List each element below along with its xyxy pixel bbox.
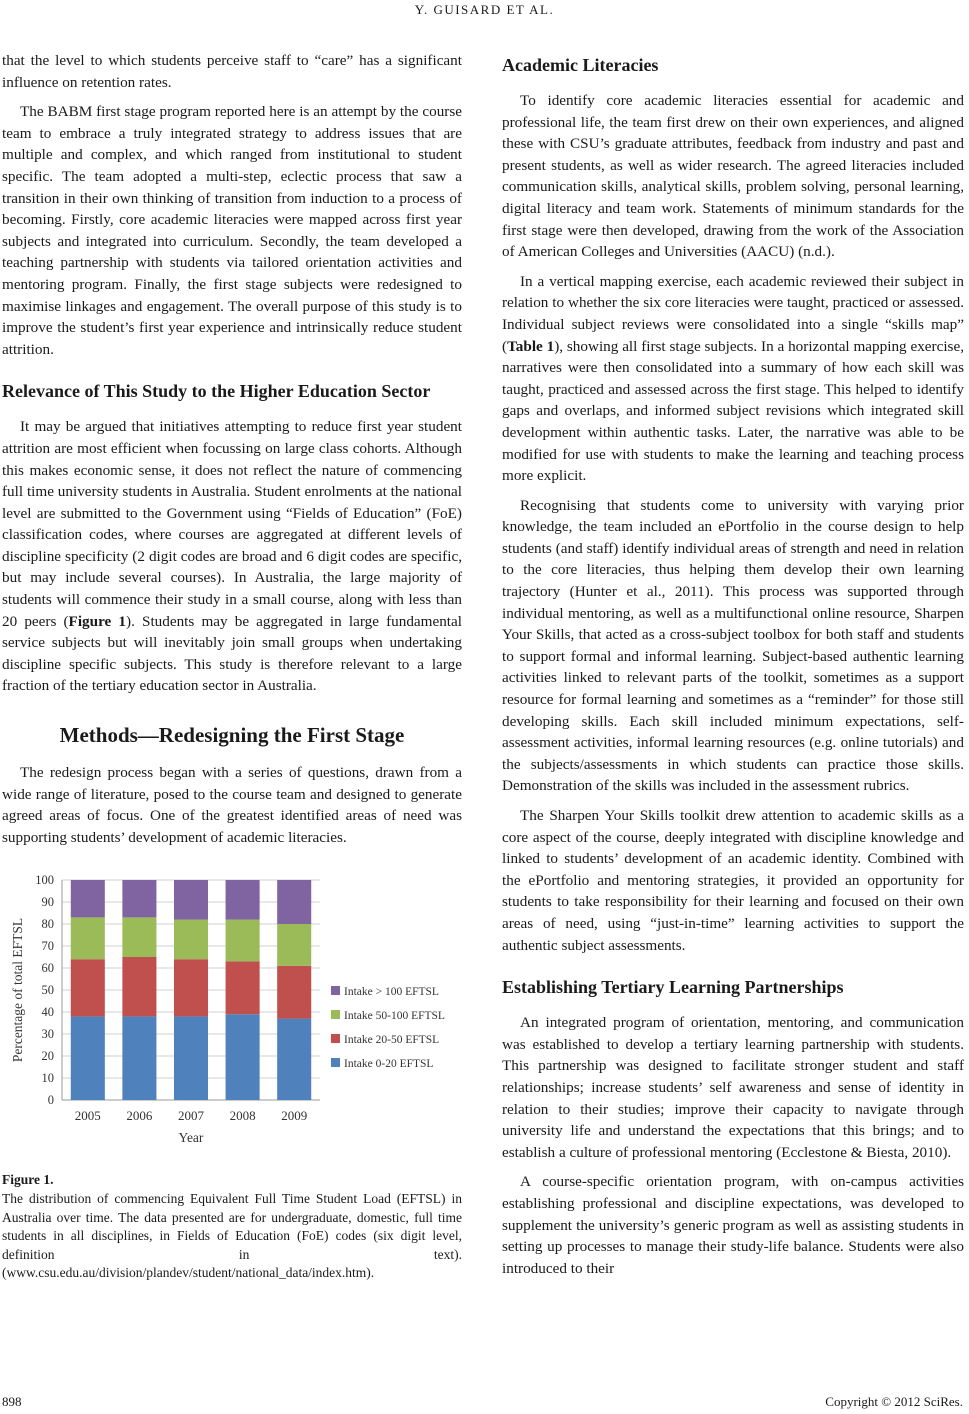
paragraph: The Sharpen Your Skills toolkit drew attention to academic skills as a core aspect of the course, deeply integrated with discipline knowledge and linked to students’ development of an academic identity. Combined with the ePortfolio and mentoring strategies, it provided an opportunity for students to take responsibility for their learning and focused on their own areas of need, using “just-in-time” learning activities to support the authentic subject assessments. [502, 807, 964, 954]
x-axis-label: Year [178, 1130, 204, 1146]
legend-swatch [331, 1058, 340, 1067]
bar-segment [122, 918, 156, 958]
y-tick-label: 90 [41, 895, 54, 910]
table-reference[interactable]: Table 1 [507, 337, 555, 355]
figure-caption: The distribution of commencing Equivalent Full Time Student Load (EFTSL) in Australia over time. The data presented are for undergraduate, domestic, full time students in all disciplines, in Fields of Education (FoE) codes (six digit level, definition in text). (www.csu.edu.au/division/plandev/student/national_data/index.htm). [2, 1191, 462, 1281]
y-tick-label: 50 [41, 983, 54, 998]
y-tick-label: 80 [41, 917, 54, 932]
y-axis-label: Percentage of total EFTSL [10, 918, 25, 1063]
y-tick-label: 30 [41, 1027, 54, 1042]
stacked-bar-chart [2, 868, 462, 1158]
figure-reference[interactable]: Figure 1 [68, 612, 127, 630]
paragraph: To identify core academic literacies essential for academic and professional life, the team first drew on their own experiences, and aligned these with CSU’s graduate attributes, feedback from industry and past and present students, as well as wider research. The agreed literacies included communication skills, analytical skills, problem solving, personal learning, digital literacy and team work. Statements of minimum standards for the first stage were then developed, drawing from the work of the Association of American Colleges and Universities (AACU) (n.d.). [502, 92, 964, 261]
paragraph: Recognising that students come to university with varying prior knowledge, the team included an ePortfolio in the course design to help students (and staff) identify individual areas of strength and need in relation to the core literacies, thus helping them develop their own learning trajectory (Hunter et al., 2011). This process was supported through individual mentoring, as well as a multifunctional online resource, Sharpen Your Skills, that acted as a cross-subject toolbox for both staff and students to support formal and informal learning. Subject-based authentic learning activities linked to relevant parts of the toolkit, sometimes as a support resource for formal learning and sometimes as a “reminder” for those still developing skills. Each skill included minimum expectations, self-assessment activities, informal learning resources (e.g. online tutorials) and the subjects/assessments in which students can practice those skills. Demonstration of the skills was included in the assessment rubrics. [502, 496, 964, 795]
legend-label: Intake > 100 EFTSL [344, 986, 439, 999]
bar-segment [226, 962, 260, 1015]
x-tick-label: 2009 [281, 1108, 308, 1124]
legend-swatch [331, 1034, 340, 1043]
running-head: Y. GUISARD ET AL. [414, 2, 555, 17]
left-column [2, 50, 462, 1283]
bar-segment [226, 1015, 260, 1101]
bar-segment [71, 960, 105, 1017]
bar-segment [71, 1017, 105, 1101]
bar-segment [277, 880, 311, 924]
bar-segment [277, 966, 311, 1019]
paragraph: The BABM first stage program reported here is an attempt by the course team to embrace a truly integrated strategy to address issues that are multiple and complex, and which ranged from institutional to student specific. The team adopted a multi-step, eclectic process that saw a transition in their own thinking of transition from induction to a process of becoming. Firstly, core academic literacies were mapped across first year subjects and integrated into curriculum. Secondly, the team developed a teaching partnership with students via tailored orientation activities and mentoring program. Finally, the first stage subjects were redesigned to maximise linkages and engagement. The overall purpose of this study is to improve the student’s first year experience and intrinsically reduce student attrition. [2, 103, 462, 358]
paragraph-text: ), showing all first stage subjects. In a horizontal mapping exercise, narratives were then consolidated into a summary of how each skill was taught, practiced and assessed across the first stage. This helped to identify gaps and overlaps, and informed subject revisions which integrated skill development within authentic tasks. Later, the narrative was able to be modified for use with students to make the learning and teaching process more explicit. [502, 337, 964, 485]
section-heading-relevance: Relevance of This Study to the Higher Education Sector [2, 381, 431, 402]
x-tick-label: 2007 [178, 1108, 204, 1124]
paragraph: An integrated program of orientation, mentoring, and communication was established to develop a tertiary learning partnership with students. This partnership was designed to facilitate stronger student and staff relationships; increase students’ self awareness and sense of identity in relation to their studies; improve their capacity to navigate through university life and understand the expectations that this brings; and to establish a culture of professional mentoring (Ecclestone & Biesta, 2010). [502, 1014, 964, 1161]
paragraph-text: In a vertical mapping exercise, each academic reviewed their subject in relation to whether the six core literacies were taught, practiced or assessed. Individual subject reviews were consolidated into a single “skills map” ( [502, 272, 964, 355]
paragraph-text: It may be argued that initiatives attempting to reduce first year student attrition are most efficient when focussing on large class cohorts. Although this makes economic sense, it does not reflect the nature of commencing full time university students in Australia. Student enrolments at the national level are submitted to the Government using “Fields of Education” (FoE) classification codes, where courses are aggregated at different levels of discipline specificity (2 digit codes are broad and 6 digit codes are specific, but may include several courses). In Australia, the large majority of students will commence their study in a small course, along with less than 20 peers ( [2, 418, 462, 630]
bar-segment [174, 880, 208, 920]
bar-segment [71, 880, 105, 917]
x-tick-label: 2005 [74, 1108, 101, 1124]
legend-swatch [331, 1010, 340, 1019]
legend-swatch [331, 986, 340, 995]
figure-1-chart [2, 868, 462, 1158]
legend-label: Intake 0-20 EFTSL [344, 1058, 434, 1071]
page-number: 898 [2, 1394, 22, 1409]
bar-segment [71, 918, 105, 960]
y-tick-label: 100 [35, 873, 54, 888]
x-tick-label: 2008 [229, 1108, 256, 1124]
y-tick-label: 60 [41, 961, 54, 976]
bar-segment [226, 880, 260, 920]
bar-segment [122, 957, 156, 1016]
section-heading-methods: Methods—Redesigning the First Stage [59, 723, 405, 748]
bar-segment [277, 1019, 311, 1100]
y-tick-label: 40 [41, 1005, 54, 1020]
paragraph [2, 416, 462, 697]
bar-segment [277, 924, 311, 966]
copyright-notice: Copyright © 2012 SciRes. [825, 1394, 963, 1409]
paragraph [502, 271, 964, 487]
bar-segment [174, 920, 208, 960]
legend-label: Intake 20-50 EFTSL [344, 1034, 440, 1047]
paragraph: that the level to which students perceive staff to “care” has a significant influence on retention rates. [2, 52, 462, 91]
section-heading-literacies: Academic Literacies [502, 55, 659, 75]
bar-segment [174, 1017, 208, 1101]
bar-segment [174, 960, 208, 1017]
paragraph-text: ). Students may be aggregated in large fundamental service subjects but will inevitably join small groups when undertaking discipline specific subjects. This study is therefore relevant to a large fraction of the tertiary education sector in Australia. [2, 612, 462, 695]
x-tick-label: 2006 [126, 1108, 153, 1124]
figure-label: Figure 1. [2, 1172, 54, 1188]
legend-label: Intake 50-100 EFTSL [344, 1010, 445, 1023]
bar-segment [122, 1017, 156, 1101]
y-tick-label: 10 [41, 1071, 54, 1086]
y-tick-label: 20 [41, 1049, 54, 1064]
section-heading-partnerships: Establishing Tertiary Learning Partnerships [502, 977, 844, 998]
right-column [502, 50, 964, 1287]
paragraph: A course-specific orientation program, with on-campus activities establishing professional and discipline expectations, was developed to supplement the university’s generic program as well as assisting students in setting up processes to manage their study-life balance. Students were also introduced to their [502, 1173, 964, 1277]
paragraph: The redesign process began with a series of questions, drawn from a wide range of literature, posed to the course team and designed to generate agreed areas of focus. One of the greatest identified areas of need was supporting students’ development of academic literacies. [2, 764, 462, 846]
y-tick-label: 0 [47, 1093, 54, 1108]
y-tick-label: 70 [41, 939, 54, 954]
bar-segment [226, 920, 260, 962]
bar-segment [122, 880, 156, 917]
